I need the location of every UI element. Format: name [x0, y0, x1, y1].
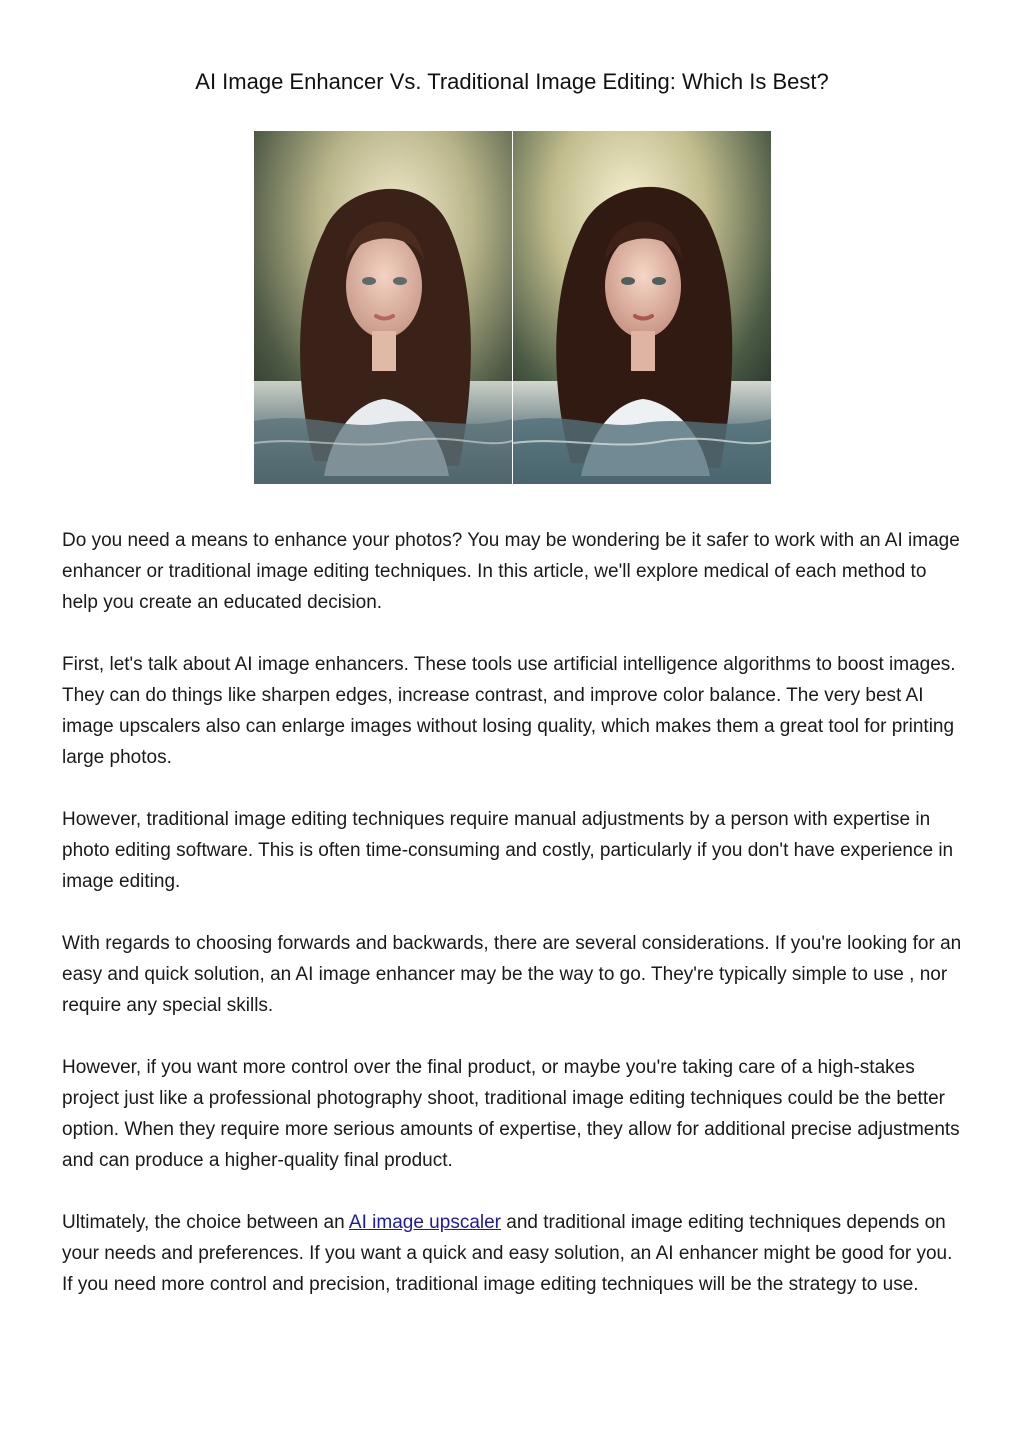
paragraph-conclusion	[62, 1207, 967, 1300]
article-body	[62, 525, 967, 1331]
portrait-illustration-enhanced	[513, 131, 771, 484]
paragraph-ai-enhancers: First, let's talk about AI image enhancers. These tools use artificial intelligence algorithms to boost images. They can do things like sharpen edges, increase contrast, and improve color balance. The very best AI image upscalers also can enlarge images without losing quality, which makes them a great tool for printing large photos.	[62, 654, 956, 768]
conclusion-text-before: Ultimately, the choice between an	[62, 1212, 349, 1233]
enhanced-photo	[513, 131, 771, 484]
ai-image-upscaler-link[interactable]: AI image upscaler	[348, 1212, 501, 1233]
paragraph-traditional-editing: However, traditional image editing techniques require manual adjustments by a person with expertise in photo editing software. This is often time-consuming and costly, particularly if you don't have experience in image editing.	[62, 809, 954, 892]
portrait-illustration-original	[254, 131, 512, 484]
page-title: AI Image Enhancer Vs. Traditional Image Editing: Which Is Best?	[195, 69, 829, 94]
paragraph-control: However, if you want more control over the final product, or maybe you're taking care of a high-stakes project just like a professional photography shoot, traditional image editing techniques could be the better option. When they require more serious amounts of expertise, they allow for additional precise adjustments and can produce a higher-quality final product.	[62, 1057, 960, 1171]
paragraph-intro: Do you need a means to enhance your photos? You may be wondering be it safer to work with an AI image enhancer or traditional image editing techniques. In this article, we'll explore medical of each method to help you create an educated decision.	[62, 530, 960, 613]
paragraph-considerations: With regards to choosing forwards and backwards, there are several considerations. If you're looking for an easy and quick solution, an AI image enhancer may be the way to go. They're typically simple to use , nor require any special skills.	[62, 933, 962, 1016]
comparison-images	[254, 131, 771, 484]
original-photo	[254, 131, 512, 484]
conclusion-text-after: and traditional image editing techniques depends on your needs and preferences. If you want a quick and easy solution, an AI enhancer might be good for you. If you need more control and precision, traditional image editing techniques will be the strategy to use.	[62, 1212, 953, 1295]
